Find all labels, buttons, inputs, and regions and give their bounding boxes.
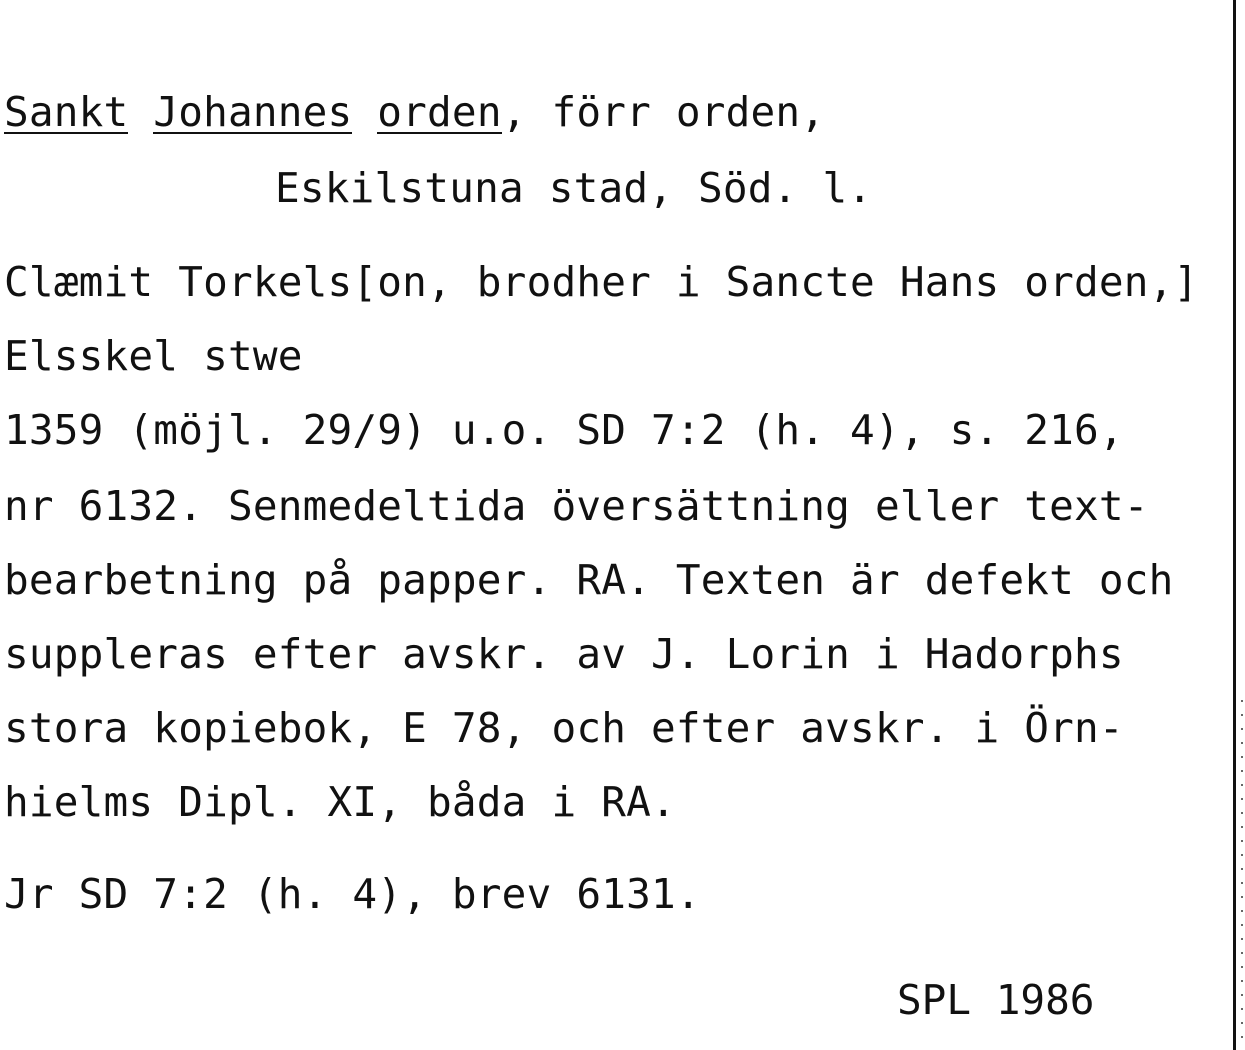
text-line: nr 6132. Senmedeltida översättning eller text- [4, 482, 1149, 530]
heading-rest: , förr orden, [501, 88, 826, 136]
card-edge-dots [1241, 700, 1243, 1050]
text-line: stora kopiebok, E 78, och efter avskr. i Örn- [4, 704, 1124, 752]
heading-word-johannes: Johannes [153, 88, 353, 136]
text-line: Clæmit Torkels[on, brodher i Sancte Hans orden,] [4, 258, 1199, 306]
text-line: hielms Dipl. XI, båda i RA. [4, 778, 676, 826]
card-heading [4, 88, 825, 136]
text-line: bearbetning på papper. RA. Texten är defekt och [4, 556, 1174, 604]
card-edge-border [1233, 0, 1236, 1050]
text-line: 1359 (möjl. 29/9) u.o. SD 7:2 (h. 4), s. 216, [4, 406, 1124, 454]
place-line: Eskilstuna stad, Söd. l. [275, 164, 873, 212]
reference-line: Jr SD 7:2 (h. 4), brev 6131. [4, 870, 701, 918]
text-line: Elsskel stwe [4, 332, 303, 380]
text-line: suppleras efter avskr. av J. Lorin i Hadorphs [4, 630, 1124, 678]
heading-word-sankt: Sankt [4, 88, 129, 136]
heading-word-orden: orden [377, 88, 502, 136]
signature: SPL 1986 [897, 976, 1095, 1024]
